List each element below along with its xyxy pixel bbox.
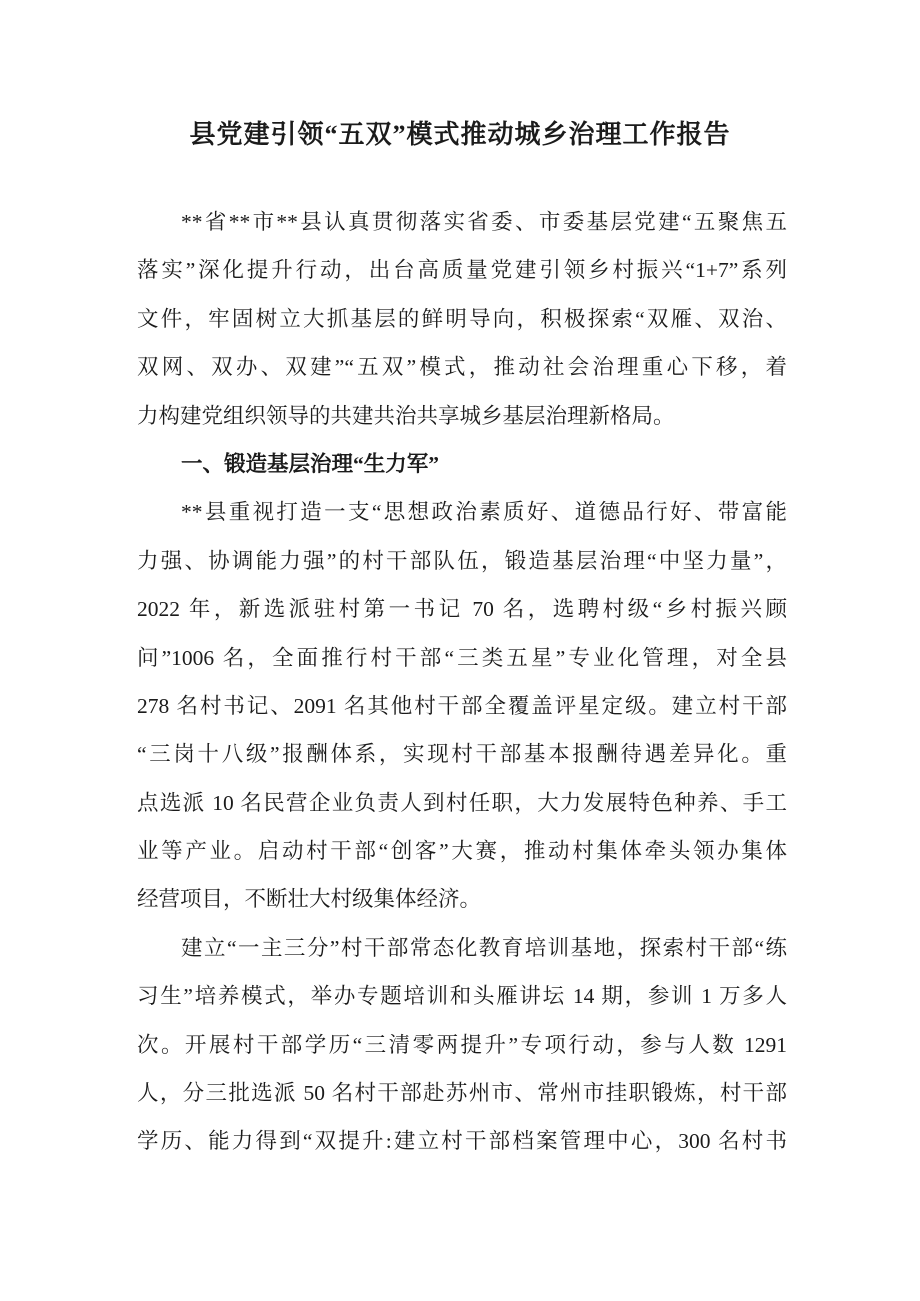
paragraph-line: 力强、协调能力强”的村干部队伍，锻造基层治理“中坚力量”， [137, 548, 787, 573]
paragraph-line: **县重视打造一支“思想政治素质好、道德品行好、带富能 [181, 500, 787, 525]
section-heading [137, 440, 787, 488]
paragraph-line: 点选派 10 名民营企业负责人到村任职，大力发展特色种养、手工 [137, 790, 787, 815]
section-heading-text: 一、锻造基层治理“生力军” [181, 451, 440, 476]
paragraph-line: 双网、双办、双建”“五双”模式，推动社会治理重心下移，着 [137, 355, 787, 380]
paragraph-line: 278 名村书记、2091 名其他村干部全覆盖评星定级。建立村干部 [137, 693, 787, 718]
paragraph-line: 次。开展村干部学历“三清零两提升”专项行动，参与人数 1291 [137, 1032, 787, 1057]
paragraph-line: 力构建党组织领导的共建共治共享城乡基层治理新格局。 [137, 403, 675, 428]
paragraph-line: 业等产业。启动村干部“创客”大赛，推动村集体牵头领办集体 [137, 839, 787, 864]
paragraph-line: 文件，牢固树立大抓基层的鲜明导向，积极探索“双雁、双治、 [137, 306, 787, 331]
paragraph-line: 2022 年，新选派驻村第一书记 70 名，选聘村级“乡村振兴顾 [137, 597, 787, 622]
paragraph-training [137, 924, 787, 1166]
paragraph-line: 问”1006 名，全面推行村干部“三类五星”专业化管理，对全县 [137, 645, 787, 670]
paragraph-line: 经营项目，不断壮大村级集体经济。 [137, 887, 482, 912]
paragraph-line: 习生”培养模式，举办专题培训和头雁讲坛 14 期，参训 1 万多人 [137, 984, 787, 1009]
paragraph-line: “三岗十八级”报酬体系，实现村干部基本报酬待遇差异化。重 [137, 742, 787, 767]
paragraph-cadre-team [137, 488, 787, 924]
paragraph-intro [137, 198, 787, 440]
paragraph-line: 落实”深化提升行动，出台高质量党建引领乡村振兴“1+7”系列 [137, 258, 787, 283]
paragraph-line: **省**市**县认真贯彻落实省委、市委基层党建“五聚焦五 [181, 210, 787, 234]
paragraph-line: 建立“一主三分”村干部常态化教育培训基地，探索村干部“练 [181, 935, 787, 960]
document-title: 县党建引领“五双”模式推动城乡治理工作报告 [189, 120, 731, 149]
paragraph-line: 学历、能力得到“双提升:建立村干部档案管理中心，300 名村书 [137, 1129, 787, 1154]
paragraph-line: 人，分三批选派 50 名村干部赴苏州市、常州市挂职锻炼，村干部 [137, 1081, 787, 1106]
document-body [137, 198, 787, 1166]
